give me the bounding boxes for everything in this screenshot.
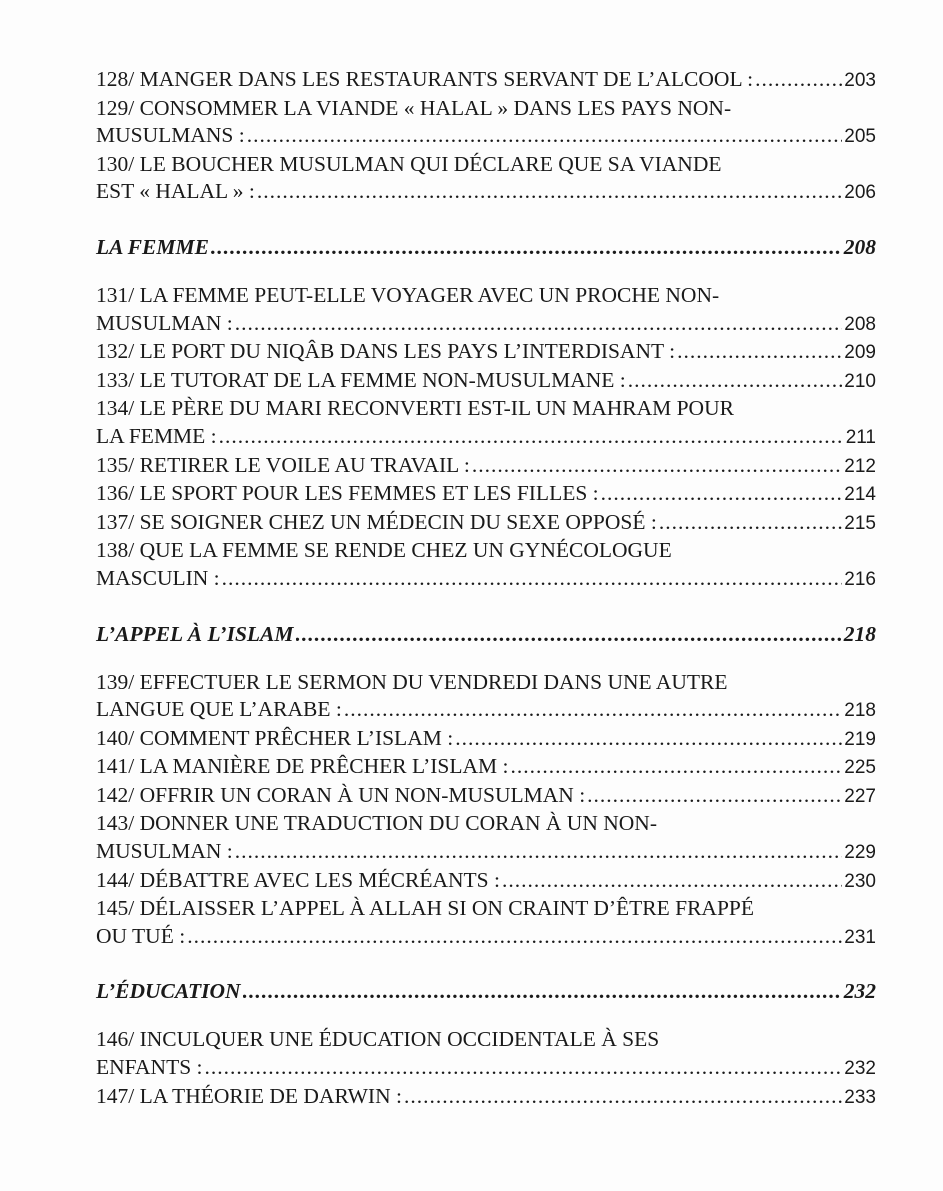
dot-leader	[659, 509, 842, 537]
dot-leader	[502, 867, 842, 895]
entry-page-number: 206	[844, 182, 876, 204]
entry-title: 133/ LE TUTORAT DE LA FEMME NON-MUSULMANE :	[96, 367, 626, 392]
entry-page-number: 230	[844, 870, 876, 892]
dot-leader	[235, 838, 843, 866]
dot-leader	[404, 1083, 842, 1111]
dot-leader	[205, 1054, 843, 1082]
entry-title: 147/ LA THÉORIE DE DARWIN :	[96, 1083, 402, 1108]
toc-entry[interactable]	[96, 1083, 876, 1112]
dot-leader	[455, 725, 842, 753]
entry-title-line: 139/ EFFECTUER LE SERMON DU VENDREDI DANS UNE AUTRE	[96, 669, 728, 694]
entry-title: MUSULMAN :	[96, 310, 233, 335]
section-title: LA FEMME	[96, 234, 209, 259]
table-of-contents	[96, 66, 876, 1111]
entry-title: 140/ COMMENT PRÊCHER L’ISLAM :	[96, 725, 454, 750]
entry-page-number: 208	[844, 313, 876, 335]
toc-entry[interactable]	[96, 867, 876, 896]
entry-title-line: 145/ DÉLAISSER L’APPEL À ALLAH SI ON CRAINT D’ÊTRE FRAPPÉ	[96, 896, 754, 921]
toc-entry[interactable]	[96, 782, 876, 811]
entry-page-number: 205	[844, 126, 876, 148]
toc-entry[interactable]	[96, 1026, 876, 1082]
dot-leader	[628, 367, 843, 395]
dot-leader	[677, 338, 842, 366]
section-title: L’ÉDUCATION	[96, 979, 241, 1004]
entry-page-number: 210	[844, 370, 876, 392]
entry-page-number: 227	[844, 785, 876, 807]
entry-title: MUSULMAN :	[96, 839, 233, 864]
toc-entry[interactable]	[96, 395, 876, 451]
toc-entry[interactable]	[96, 669, 876, 725]
toc-entry[interactable]	[96, 452, 876, 481]
entry-title: 141/ LA MANIÈRE DE PRÊCHER L’ISLAM :	[96, 754, 509, 779]
toc-entry[interactable]	[96, 537, 876, 593]
entry-page-number: 232	[844, 1058, 876, 1080]
dot-leader	[587, 782, 842, 810]
entry-page-number: 218	[844, 700, 876, 722]
section-heading[interactable]	[96, 622, 876, 647]
section-page-number: 208	[843, 234, 876, 259]
entry-title: 132/ LE PORT DU NIQÂB DANS LES PAYS L’INTERDISANT :	[96, 339, 676, 364]
dot-leader	[211, 235, 842, 260]
entry-title: 142/ OFFRIR UN CORAN À UN NON-MUSULMAN :	[96, 782, 586, 807]
entry-title-line: 134/ LE PÈRE DU MARI RECONVERTI EST-IL UN MAHRAM POUR	[96, 396, 734, 421]
entry-title: 144/ DÉBATTRE AVEC LES MÉCRÉANTS :	[96, 867, 500, 892]
entry-page-number: 233	[844, 1086, 876, 1108]
entry-title: LANGUE QUE L’ARABE :	[96, 697, 342, 722]
entry-page-number: 231	[844, 926, 876, 948]
dot-leader	[222, 565, 843, 593]
entry-page-number: 225	[844, 757, 876, 779]
section-title: L’APPEL À L’ISLAM	[96, 621, 294, 646]
entry-page-number: 216	[844, 568, 876, 590]
entry-page-number: 209	[844, 342, 876, 364]
toc-entry[interactable]	[96, 480, 876, 509]
entry-title: MUSULMANS :	[96, 123, 245, 148]
entry-title: 128/ MANGER DANS LES RESTAURANTS SERVANT DE L’ALCOOL :	[96, 67, 754, 91]
dot-leader	[601, 480, 843, 508]
entry-title-line: 146/ INCULQUER UNE ÉDUCATION OCCIDENTALE À SES	[96, 1027, 660, 1052]
dot-leader	[755, 66, 842, 94]
toc-entry[interactable]	[96, 66, 876, 95]
toc-entry[interactable]	[96, 151, 876, 207]
entry-title-line: 130/ LE BOUCHER MUSULMAN QUI DÉCLARE QUE SA VIANDE	[96, 151, 722, 176]
entry-page-number: 229	[844, 842, 876, 864]
section-heading[interactable]	[96, 235, 876, 260]
toc-entry[interactable]	[96, 367, 876, 396]
dot-leader	[344, 696, 842, 724]
entry-page-number: 214	[844, 484, 876, 506]
dot-leader	[219, 423, 844, 451]
entry-page-number: 219	[844, 728, 876, 750]
entry-title: OU TUÉ :	[96, 923, 186, 948]
toc-entry[interactable]	[96, 810, 876, 866]
toc-entry[interactable]	[96, 95, 876, 151]
entry-title: MASCULIN :	[96, 565, 220, 590]
dot-leader	[472, 452, 842, 480]
entry-title-line: 143/ DONNER UNE TRADUCTION DU CORAN À UN NON-	[96, 811, 657, 836]
entry-title-line: 129/ CONSOMMER LA VIANDE « HALAL » DANS LES PAYS NON-	[96, 95, 732, 120]
entry-title: 136/ LE SPORT POUR LES FEMMES ET LES FILLES :	[96, 481, 599, 506]
entry-title-line: 138/ QUE LA FEMME SE RENDE CHEZ UN GYNÉCOLOGUE	[96, 538, 672, 563]
toc-entry[interactable]	[96, 753, 876, 782]
entry-title: EST « HALAL » :	[96, 179, 255, 204]
entry-title: 137/ SE SOIGNER CHEZ UN MÉDECIN DU SEXE OPPOSÉ :	[96, 509, 657, 534]
entry-page-number: 212	[844, 455, 876, 477]
entry-title-line: 131/ LA FEMME PEUT-ELLE VOYAGER AVEC UN PROCHE NON-	[96, 282, 720, 307]
section-page-number: 218	[843, 621, 876, 646]
dot-leader	[257, 178, 842, 206]
dot-leader	[511, 753, 843, 781]
dot-leader	[247, 122, 843, 150]
toc-entry[interactable]	[96, 282, 876, 338]
toc-entry[interactable]	[96, 725, 876, 754]
entry-title: ENFANTS :	[96, 1055, 203, 1080]
toc-entry[interactable]	[96, 338, 876, 367]
section-page-number: 232	[843, 979, 876, 1004]
dot-leader	[235, 310, 843, 338]
dot-leader	[296, 622, 842, 647]
entry-page-number: 211	[845, 426, 876, 448]
toc-entry[interactable]	[96, 509, 876, 538]
entry-title: LA FEMME :	[96, 423, 217, 448]
entry-page-number: 203	[844, 70, 876, 91]
dot-leader	[187, 923, 842, 951]
toc-entry[interactable]	[96, 895, 876, 951]
entry-page-number: 215	[844, 512, 876, 534]
section-heading[interactable]	[96, 979, 876, 1004]
entry-title: 135/ RETIRER LE VOILE AU TRAVAIL :	[96, 452, 470, 477]
dot-leader	[243, 979, 842, 1004]
